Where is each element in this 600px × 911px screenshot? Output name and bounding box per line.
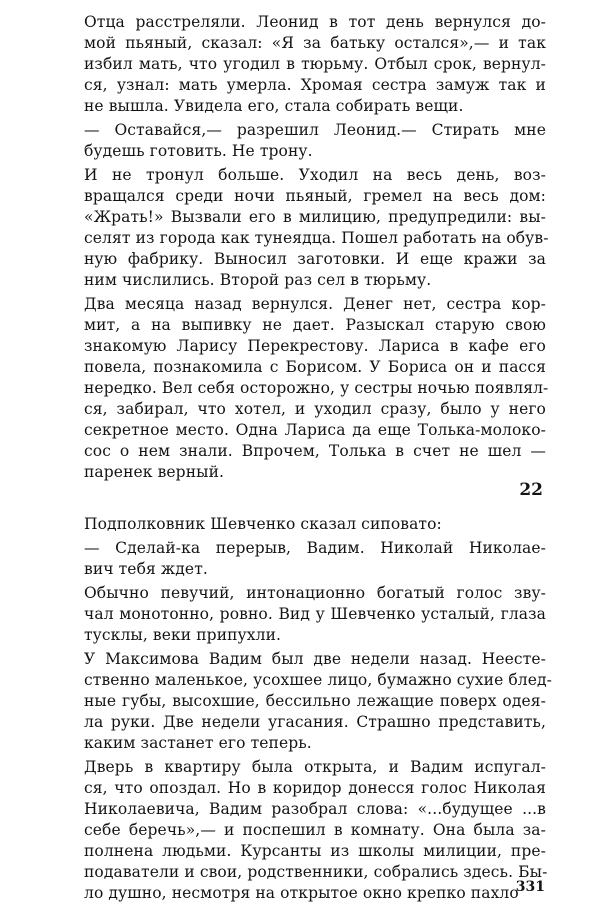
top-text-section — [84, 12, 549, 483]
text-line: себе беречь»,— и поспешил в комнату. Она была за- — [84, 821, 546, 839]
text-line: Подполковник Шевченко сказал сиповато: — [84, 515, 442, 533]
text-line: ся, узнал: мать умерла. Хромая сестра замуж так и — [84, 76, 546, 94]
paragraph — [84, 165, 549, 291]
paragraph — [84, 649, 552, 754]
text-line: — Оставайся,— разрешил Леонид.— Стирать мне — [84, 121, 546, 139]
text-line: — Сделай-ка перерыв, Вадим. Николай Николае- — [84, 539, 546, 557]
bottom-text-section — [84, 514, 552, 904]
text-line: И не тронул больше. Уходил на весь день, воз- — [84, 166, 546, 184]
text-line: «Жрать!» Вызвали его в милицию, предупредили: вы- — [84, 208, 546, 226]
chapter-number: 22 — [519, 480, 543, 500]
text-line: паренек верный. — [84, 463, 225, 481]
text-line: вич тебя ждет. — [84, 560, 208, 578]
text-line: мой пьяный, сказал: «Я за батьку остался»,— и так — [84, 34, 546, 52]
text-line: Николаевича, Вадим разобрал слова: «...будущее ...в — [84, 800, 546, 818]
text-line: ные губы, высохшие, бессильно лежащие поверх одея- — [84, 692, 546, 710]
text-line: избил мать, что угодил в тюрьму. Отбыл срок, вернул- — [84, 55, 546, 73]
text-line: ся, забирал, что хотел, и уходил сразу, было у него — [84, 400, 546, 418]
text-line: ную фабрику. Выносил заготовки. И еще кражи за — [84, 250, 546, 268]
text-line: секретное место. Одна Лариса да еще Толька-молоко- — [84, 421, 546, 439]
text-line: подаватели и свои, родственники, собрались здесь. Бы- — [84, 863, 548, 881]
text-line: селят из города как тунеядца. Пошел работать на обув- — [84, 229, 549, 247]
paragraph — [84, 583, 546, 646]
text-line: Обычно певучий, интонационно богатый голос зву- — [84, 584, 546, 602]
text-line: знакомую Ларису Перекрестову. Лариса в кафе его — [84, 337, 546, 355]
text-line: ним числились. Второй раз сел в тюрьму. — [84, 271, 432, 289]
text-line: нередко. Вел себя осторожно, у сестры ночью появлял- — [84, 379, 549, 397]
text-line: каким застанет его теперь. — [84, 734, 312, 752]
text-line: ся, что опоздал. Но в коридор донесся голос Николая — [84, 779, 546, 797]
text-line: ло душно, несмотря на открытое окно крепко пахло — [84, 884, 519, 902]
paragraph — [84, 120, 546, 162]
paragraph — [84, 538, 546, 580]
text-line: Отца расстреляли. Леонид в тот день вернулся до- — [84, 13, 546, 31]
text-line: Два месяца назад вернулся. Денег нет, сестра кор- — [84, 295, 546, 313]
paragraph — [84, 757, 546, 904]
text-line: будешь готовить. Не трону. — [84, 142, 313, 160]
text-line: чал монотонно, ровно. Вид у Шевченко усталый, глаза — [84, 605, 546, 623]
paragraph — [84, 294, 549, 483]
paragraph — [84, 514, 546, 535]
text-line: не вышла. Увидела его, стала собирать вещи. — [84, 97, 464, 115]
text-line: мит, а на выпивку не дает. Разыскал старую свою — [84, 316, 546, 334]
paragraph — [84, 12, 546, 117]
text-line: повела, познакомила с Борисом. У Бориса он и пасся — [84, 358, 546, 376]
text-line: тусклы, веки припухли. — [84, 626, 282, 644]
text-line: вращался среди ночи пьяный, гремел на весь дом: — [84, 187, 546, 205]
text-line: полнена людьми. Курсанты из школы милиции, пре- — [84, 842, 546, 860]
text-line: ственно маленькое, усохшее лицо, бумажно сухие блед- — [84, 671, 552, 689]
text-line: У Максимова Вадим был две недели назад. Неесте- — [84, 650, 546, 668]
text-line: сос о нем знали. Впрочем, Толька в счет не шел — — [84, 442, 546, 460]
page-number: 331 — [515, 879, 545, 895]
text-line: Дверь в квартиру была открыта, и Вадим испугал- — [84, 758, 546, 776]
text-line: ла руки. Две недели угасания. Страшно представить, — [84, 713, 546, 731]
